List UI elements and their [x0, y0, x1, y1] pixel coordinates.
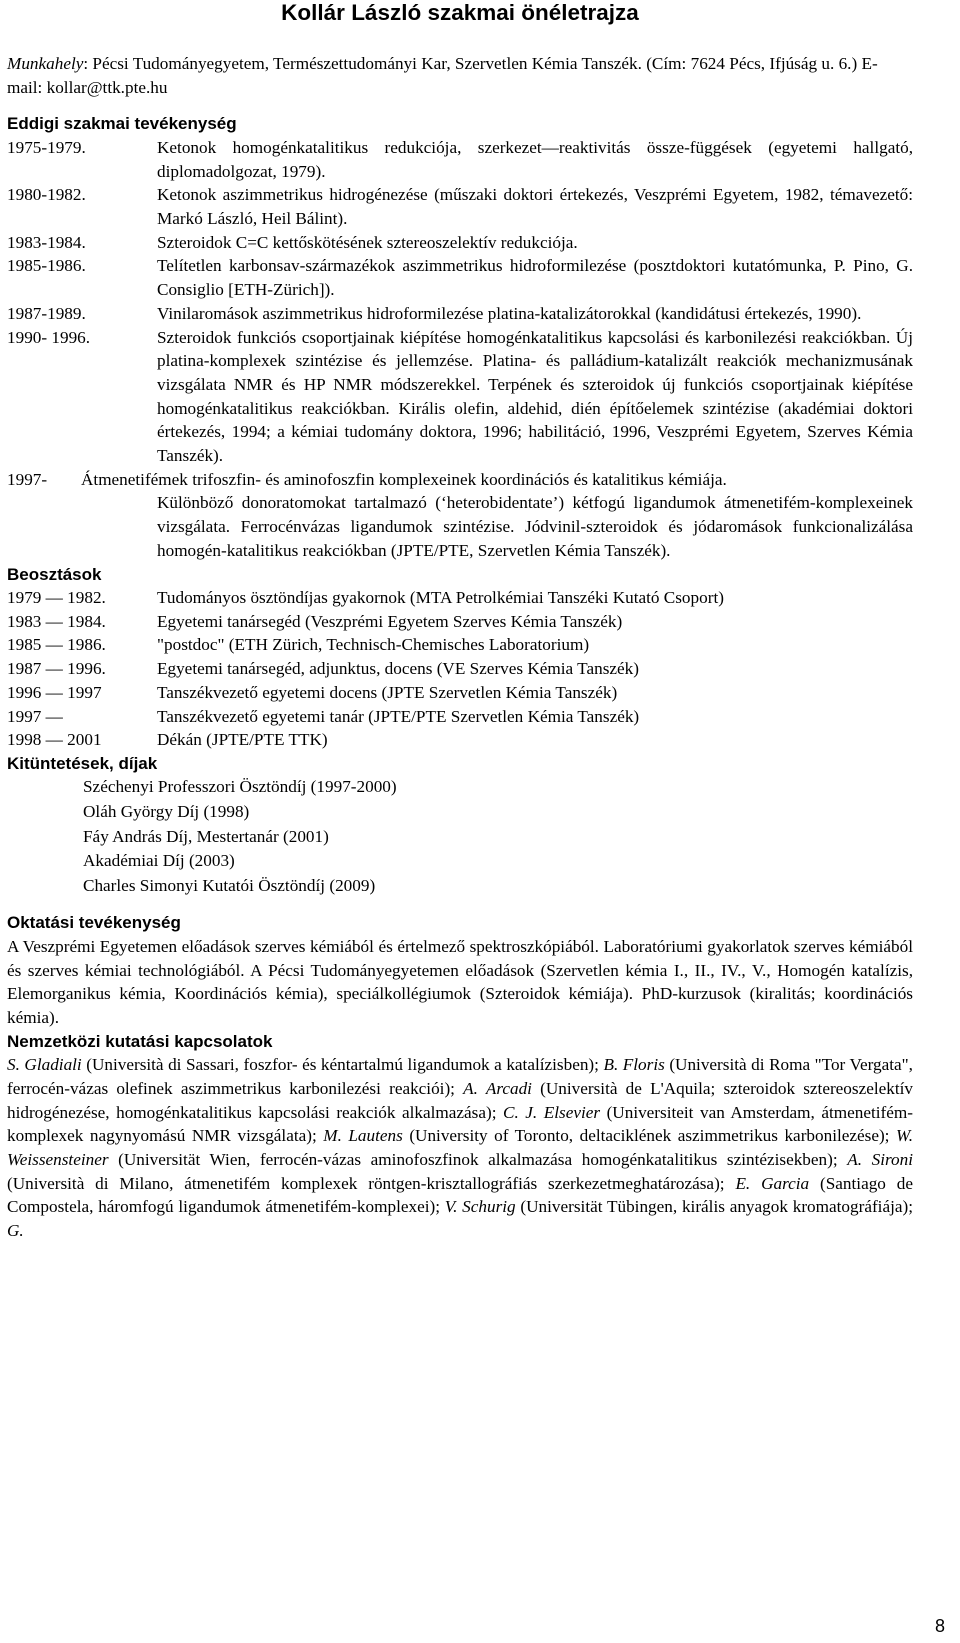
activity-year: 1987-1989. — [7, 303, 86, 323]
partner-description: (Universiteit van Amsterdam, átmenetifém-komplexek nagynyomású NMR vizsgálata); — [7, 1102, 913, 1146]
activity-text-continued: Különböző donoratomokat tartalmazó (‘heterobidentate’) kétfogú ligandumok átmenetifém-komplexeinek vizsgálata. Ferrocénvázas ligandumok szintézise. Jódvinil-szteroidok és jódaromások funkcionalizálása homogén-katalitikus reakciókban (JPTE/PTE, Szervetlen Kémia Tanszék). — [157, 493, 913, 560]
position-years: 1985 — 1986. — [7, 635, 106, 655]
award-item: Széchenyi Professzori Ösztöndíj (1997-2000) — [83, 777, 397, 797]
partner-description: (Universität Tübingen, királis anyagok kromatográfiája); — [515, 1197, 913, 1217]
contact-block — [7, 52, 913, 99]
partner-name: A. Arcadi — [463, 1078, 532, 1098]
activity-entry — [7, 326, 913, 468]
awards-heading: Kitüntetések, díjak — [7, 753, 158, 773]
international-text — [7, 1053, 913, 1243]
award-item: Fáy András Díj, Mestertanár (2001) — [83, 826, 329, 846]
position-text: Tudományos ösztöndíjas gyakornok (MTA Petrolkémiai Tanszéki Kutató Csoport) — [157, 588, 724, 608]
activity-year: 1985-1986. — [7, 256, 86, 276]
activity-entry-1997 — [7, 468, 913, 492]
position-entry — [7, 610, 913, 634]
partner-description: (Università di Milano, átmenetifém komplexek röntgen-krisztallográfiás szerkezetmeghatározása); — [7, 1173, 736, 1193]
partner-name: S. Gladiali — [7, 1055, 82, 1075]
page-number: 8 — [934, 1616, 945, 1636]
activity-year: 1990- 1996. — [7, 327, 91, 347]
awards-list — [7, 775, 913, 898]
award-item: Akadémiai Díj (2003) — [83, 851, 235, 871]
position-years: 1996 — 1997 — [7, 682, 102, 702]
partner-description: (Università de L'Aquila; szteroidok sztereoszelektív hidrogénezése, homogénkatalitikus kapcsolási reakciók alkalmazása); — [7, 1078, 913, 1122]
position-text: Dékán (JPTE/PTE TTK) — [157, 730, 328, 750]
partner-description: (Università di Sassari, foszfor- és kéntartalmú ligandumok a katalízisben); — [81, 1055, 604, 1075]
partner-name: C. J. Elsevier — [503, 1102, 601, 1122]
partner-name: M. Lautens — [323, 1126, 403, 1146]
position-entry — [7, 586, 913, 610]
activity-year: 1983-1984. — [7, 232, 86, 252]
international-heading: Nemzetközi kutatási kapcsolatok — [7, 1031, 273, 1051]
partner-name: W. Weissensteiner — [7, 1126, 914, 1170]
activity-heading: Eddigi szakmai tevékenység — [7, 114, 237, 134]
position-years: 1997 — — [7, 706, 63, 726]
cv-page — [7, 0, 913, 1243]
activity-entry — [7, 254, 913, 301]
position-text: Tanszékvezető egyetemi tanár (JPTE/PTE Szervetlen Kémia Tanszék) — [157, 706, 640, 726]
teaching-text: A Veszprémi Egyetemen előadások szerves kémiából és értelmező spektroszkópiából. Laboratóriumi gyakorlatok szerves kémiából és szerves kémiai technológiából. A Pécsi Tudományegyetemen előadások (Szervetlen kémia I., II., IV., V., Homogén katalízis, Elemorganikus kémia, Koordinációs kémia), speciálkollégiumok (Szteroidok kémiája). PhD-kurzusok (kiralitás; koordinációs kémia). — [7, 936, 913, 1028]
activity-text: Ketonok aszimmetrikus hidrogénezése (műszaki doktori értekezés, Veszprémi Egyetem, 1982, témavezető: Markó László, Heil Bálint). — [157, 185, 913, 229]
activity-text: Vinilaromások aszimmetrikus hidroformilezése platina-katalizátorokkal (kandidátusi értekezés, 1990). — [157, 303, 862, 323]
position-entry — [7, 657, 913, 681]
activity-year: 1997- — [7, 469, 48, 489]
partner-name: A. Sironi — [847, 1150, 913, 1170]
partner-name: E. Garcia — [735, 1173, 810, 1193]
position-years: 1983 — 1984. — [7, 611, 106, 631]
partner-name: B. Floris — [603, 1055, 665, 1075]
position-years: 1987 — 1996. — [7, 659, 106, 679]
section-gap — [7, 898, 913, 911]
activity-year: 1980-1982. — [7, 185, 86, 205]
workplace-label: Munkahely — [7, 54, 84, 73]
activity-entry — [7, 136, 913, 183]
activity-list — [7, 136, 913, 563]
position-entry — [7, 681, 913, 705]
activity-text: Szteroidok funkciós csoportjainak kiépítése homogénkatalitikus kapcsolási és karbonilezési reakciókban. Új platina-komplexek szintézise és jellemzése. Platina- és palládium-katalizált reakciók mechanizmusának vizsgálata NMR és HP NMR módszerekkel. Terpének és szteroidok új funkciós csoportjainak kiépítése homogénkatalitikus reakciókban. Királis olefin, aldehid, dién építőelemek szintézise (akadémiai doktori értekezés, 1994; a kémiai tudomány doktora, 1996; habilitáció, 1996, Veszprémi Egyetem, Szerves Kémia Tanszék). — [157, 327, 913, 466]
award-item: Oláh György Díj (1998) — [83, 802, 250, 822]
partner-description: (Università di Roma "Tor Vergata", ferrocén-vázas olefinek aszimmetrikus karbonilezési reakciói); — [7, 1055, 913, 1098]
workplace-text: : Pécsi Tudományegyetem, Természettudományi Kar, Szervetlen Kémia Tanszék. (Cím: 7624 Pécs, Ifjúság u. 6.) E-mail: kollar@ttk.pte.hu — [7, 54, 878, 97]
award-item: Charles Simonyi Kutatói Ösztöndíj (2009) — [83, 875, 376, 895]
position-text: Tanszékvezető egyetemi docens (JPTE Szervetlen Kémia Tanszék) — [157, 682, 618, 702]
partner-description: (University of Toronto, deltaciklének aszimmetrikus karbonilezése); — [402, 1126, 896, 1146]
position-entry — [7, 705, 913, 729]
position-text: Egyetemi tanársegéd (Veszprémi Egyetem Szerves Kémia Tanszék) — [157, 611, 623, 631]
partner-name: G. — [7, 1221, 24, 1241]
position-years: 1998 — 2001 — [7, 730, 102, 750]
activity-text: Telítetlen karbonsav-származékok aszimmetrikus hidroformilezése (posztdoktori kutatómunka, P. Pino, G. Consiglio [ETH-Zürich]). — [157, 256, 913, 300]
partner-description: (Santiago de Compostela, háromfogú ligandumok átmenetifém-komplexei); — [7, 1173, 913, 1217]
position-entry — [7, 728, 913, 752]
positions-list — [7, 586, 913, 752]
teaching-heading: Oktatási tevékenység — [7, 913, 181, 933]
activity-text: Ketonok homogénkatalitikus redukciója, szerkezet—reaktivitás össze-függések (egyetemi hallgató, diplomadolgozat, 1979). — [157, 137, 913, 181]
position-text: Egyetemi tanársegéd, adjunktus, docens (VE Szerves Kémia Tanszék) — [157, 659, 639, 679]
page-title: Kollár László szakmai önéletrajza — [281, 0, 639, 25]
activity-text: Szteroidok C=C kettőskötésének sztereoszelektív redukciója. — [157, 232, 578, 252]
activity-entry — [7, 302, 913, 326]
positions-heading: Beosztások — [7, 564, 102, 584]
position-entry — [7, 633, 913, 657]
partner-description: (Universität Wien, ferrocén-vázas aminofoszfinok alkalmazása homogénkatalitikus szintézisekben); — [108, 1150, 848, 1170]
activity-entry — [7, 183, 913, 230]
partner-name: V. Schurig — [444, 1197, 516, 1217]
activity-text: Átmenetifémek trifoszfin- és aminofoszfin komplexeinek koordinációs és katalitikus kémiája. — [81, 469, 727, 489]
activity-year: 1975-1979. — [7, 137, 86, 157]
position-text: "postdoc" (ETH Zürich, Technisch-Chemisches Laboratorium) — [157, 635, 590, 655]
position-years: 1979 — 1982. — [7, 588, 106, 608]
activity-entry — [7, 231, 913, 255]
